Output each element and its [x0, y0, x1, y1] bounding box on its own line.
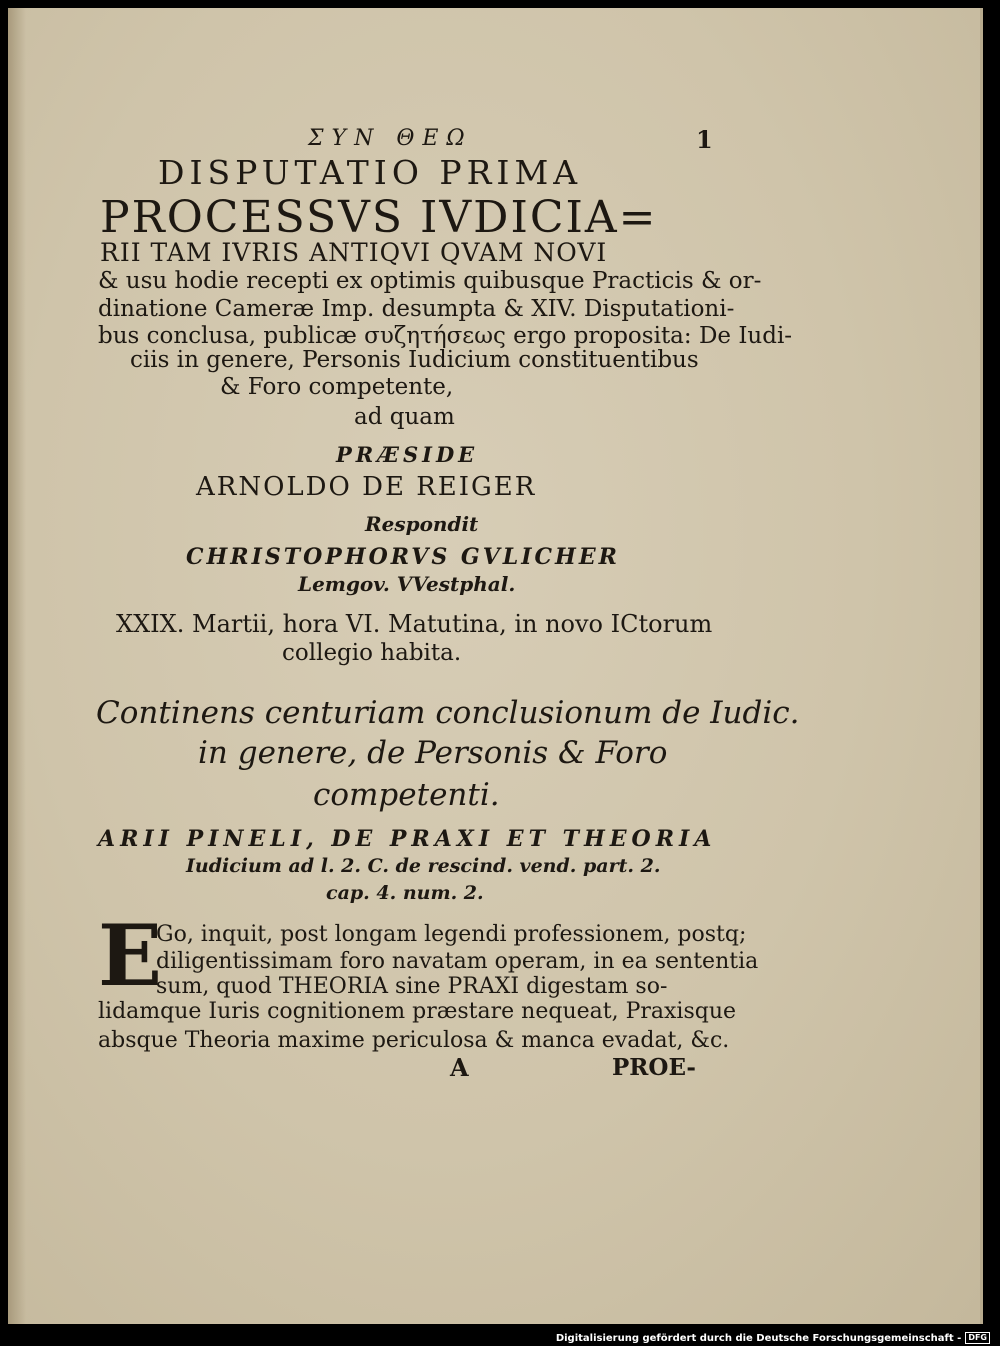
paragraph-line-3: sum, quod THEORIA sine PRAXI digestam so-	[156, 974, 668, 999]
credit-text: Digitalisierung gefördert durch die Deutsche Forschungsgemeinschaft -	[555, 1333, 962, 1344]
title-line-3: RII TAM IVRIS ANTIQVI QVAM NOVI	[100, 238, 608, 267]
dfg-logo-icon: DFG	[965, 1332, 990, 1344]
body-line-4: & usu hodie recepti ex optimis quibusque Practicis & or-	[98, 268, 762, 294]
paragraph-line-2: diligentissimam foro navatam operam, in ea sententia	[156, 949, 759, 974]
respondit-label: Respondit	[365, 512, 479, 536]
respondent-name: CHRISTOPHORVS GVLICHER	[186, 544, 620, 570]
greek-invocation: ΣΥΝ ΘΕΩ	[308, 126, 473, 151]
body-line-7: ciis in genere, Personis Iudicium constituentibus	[130, 347, 699, 373]
continens-line-3: competenti.	[313, 777, 500, 813]
praeside-label: PRÆSIDE	[336, 442, 479, 467]
page-number: 1	[696, 125, 713, 154]
continens-line-1: Continens centuriam conclusionum de Iudic.	[96, 695, 800, 731]
book-page	[8, 8, 983, 1324]
body-line-5: dinatione Cameræ Imp. desumpta & XIV. Disputationi-	[98, 296, 735, 322]
citation-line-1: ARII PINELI, DE PRAXI ET THEORIA	[98, 826, 717, 852]
digitization-credit	[556, 1332, 990, 1344]
body-line-8: & Foro competente,	[220, 374, 454, 400]
signature-mark: A	[450, 1053, 469, 1082]
paragraph-line-1: Go, inquit, post longam legendi professionem, postq;	[156, 922, 747, 947]
date-line-2: collegio habita.	[282, 640, 462, 666]
respondent-origin: Lemgov. VVestphal.	[298, 572, 516, 596]
body-line-6: bus conclusa, publicæ συζητήσεως ergo proposita: De Iudi-	[98, 323, 793, 349]
date-line-1: XXIX. Martii, hora VI. Matutina, in novo ICtorum	[116, 610, 713, 638]
paragraph-line-4: lidamque Iuris cognitionem præstare nequeat, Praxisque	[98, 999, 737, 1024]
drop-cap: E	[98, 906, 163, 1005]
citation-line-2: Iudicium ad l. 2. C. de rescind. vend. part. 2.	[186, 855, 661, 877]
paragraph-line-5: absque Theoria maxime periculosa & manca evadat, &c.	[98, 1028, 730, 1053]
ad-quam: ad quam	[354, 404, 455, 430]
president-name: ARNOLDO DE REIGER	[196, 472, 537, 502]
citation-line-3: cap. 4. num. 2.	[326, 882, 484, 904]
title-line-1: DISPUTATIO PRIMA	[158, 153, 583, 192]
title-line-2: PROCESSVS IVDICIA=	[100, 192, 658, 243]
continens-line-2: in genere, de Personis & Foro	[198, 735, 668, 771]
catchword: PROE-	[612, 1054, 696, 1081]
